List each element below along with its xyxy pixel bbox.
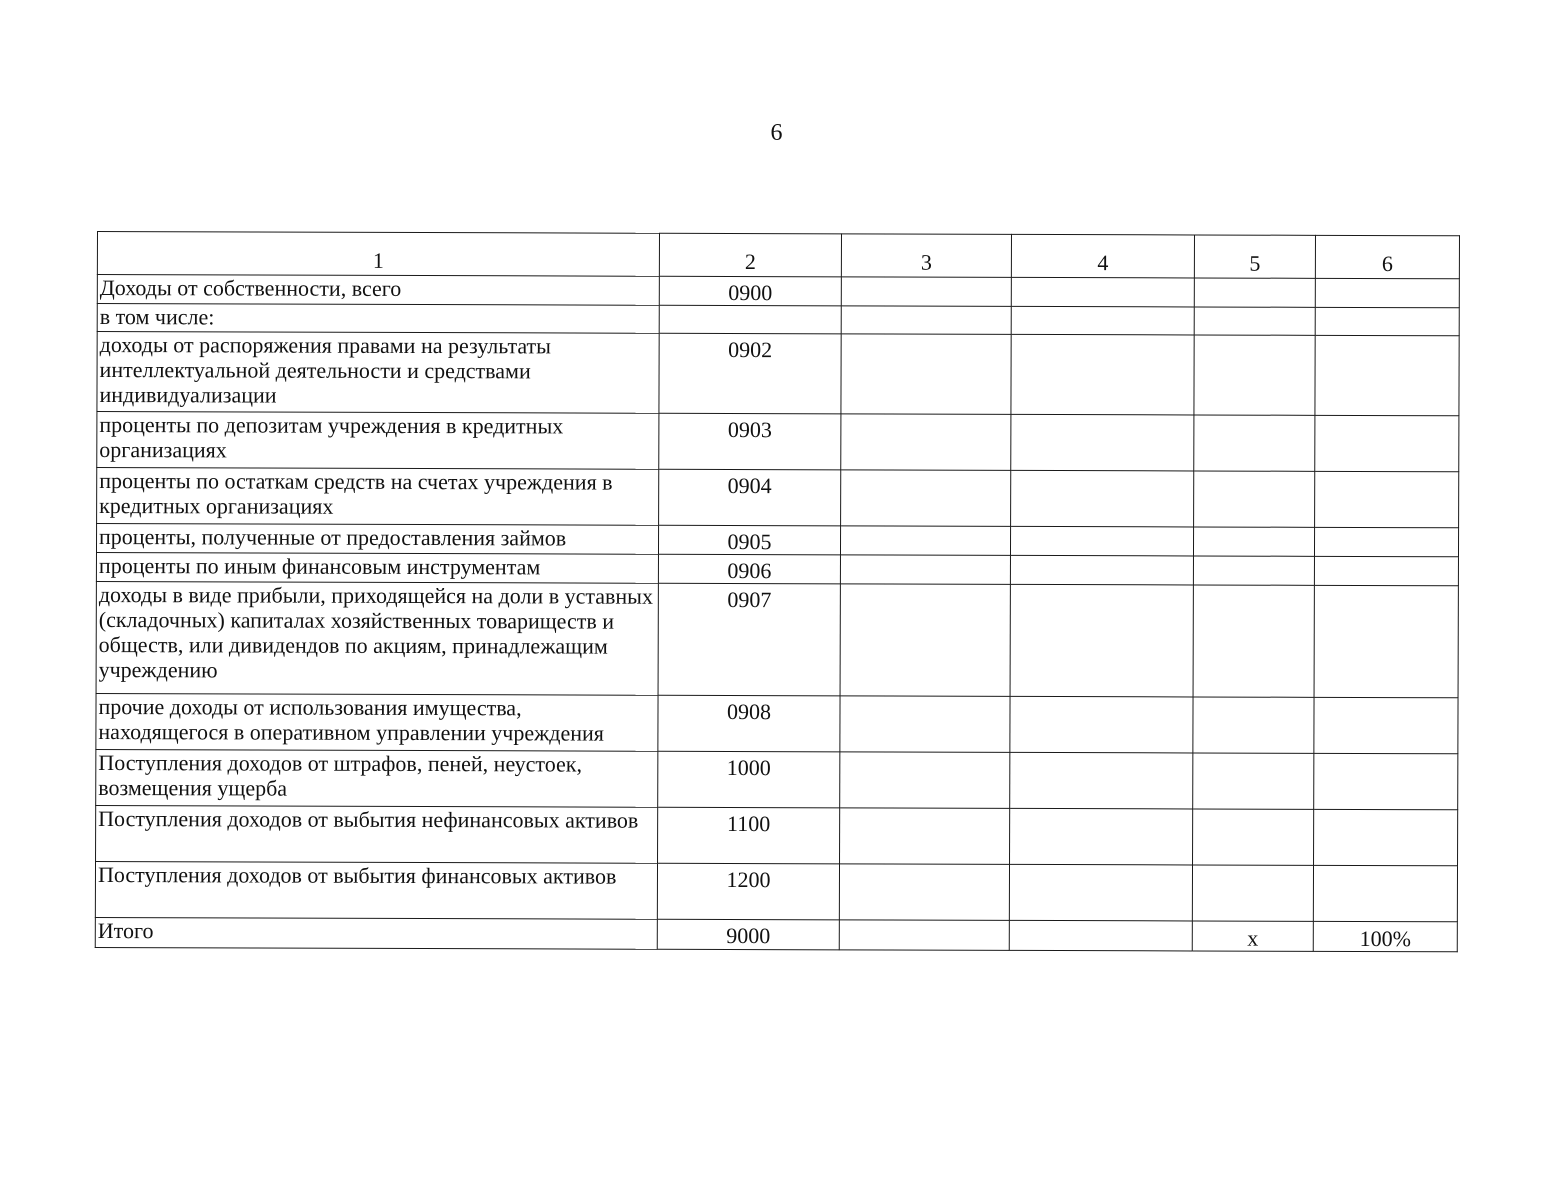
row-col-4 [1011, 414, 1194, 471]
header-col-1: 1 [97, 232, 659, 277]
row-col-5 [1193, 585, 1314, 697]
row-code: 1000 [658, 751, 840, 808]
table-row-total [95, 917, 1457, 951]
table-row [96, 553, 1458, 586]
header-col-6: 6 [1315, 235, 1459, 278]
row-col-4 [1010, 555, 1193, 585]
table-row [97, 332, 1459, 416]
income-table [95, 231, 1460, 952]
row-col-4 [1011, 277, 1194, 307]
row-col-3 [841, 334, 1011, 415]
row-code: 1100 [658, 807, 840, 864]
row-col-5 [1193, 809, 1314, 865]
row-name: в том числе: [97, 304, 659, 334]
row-name: проценты по депозитам учреждения в кредитных организациях [97, 412, 659, 470]
row-col-5 [1192, 865, 1313, 921]
row-code: 0906 [658, 554, 840, 584]
row-col-6 [1314, 809, 1458, 865]
table-row [96, 693, 1458, 753]
row-col-5 [1193, 753, 1314, 809]
row-col-3 [841, 470, 1011, 527]
table-row [96, 805, 1458, 865]
row-code: 0905 [658, 525, 840, 555]
row-col-6 [1314, 556, 1458, 585]
row-code: 0904 [659, 469, 841, 526]
row-code: 0900 [659, 276, 841, 306]
row-col-4 [1011, 470, 1194, 527]
row-col-3 [840, 752, 1010, 809]
header-col-5: 5 [1194, 235, 1315, 278]
row-col-5 [1194, 415, 1315, 471]
row-col-6 [1314, 697, 1458, 753]
row-col-5 [1193, 697, 1314, 753]
row-col-4 [1010, 584, 1193, 697]
row-col-3 [841, 306, 1011, 335]
row-name: Поступления доходов от выбытия нефинансовых активов [96, 805, 658, 863]
row-col-6 [1315, 415, 1459, 471]
row-col-6 [1315, 307, 1459, 335]
row-code: 0907 [658, 583, 840, 696]
table-row [96, 581, 1458, 697]
row-name: проценты по остаткам средств на счетах учреждения в кредитных организациях [97, 468, 659, 526]
row-col-4 [1010, 752, 1193, 809]
row-code [659, 305, 841, 334]
table-row [96, 524, 1458, 557]
row-col-5 [1193, 556, 1314, 585]
row-col-4 [1009, 920, 1192, 951]
row-col-3 [840, 584, 1010, 697]
page-number: 6 [770, 120, 783, 146]
table-row [96, 749, 1458, 809]
row-col-6 [1315, 471, 1459, 527]
row-col-4 [1010, 696, 1193, 753]
row-col-3 [840, 555, 1010, 585]
header-col-3: 3 [841, 234, 1011, 278]
row-col-6 [1314, 753, 1458, 809]
table-row [97, 275, 1459, 308]
row-code: 0908 [658, 695, 840, 752]
row-name: проценты, полученные от предоставления займов [96, 524, 658, 555]
row-col-4 [1009, 864, 1192, 921]
row-col-5 [1194, 307, 1315, 335]
row-col-4 [1010, 808, 1193, 865]
row-name: Поступления доходов от выбытия финансовых активов [95, 861, 657, 919]
header-col-2: 2 [659, 233, 841, 277]
row-name: доходы в виде прибыли, приходящейся на доли в уставных (складочных) капиталах хозяйственных товариществ и обществ, или дивидендов по акциям, принадлежащим учреждению [96, 581, 658, 695]
row-col-5 [1194, 278, 1315, 307]
row-col-6 [1315, 278, 1459, 307]
row-name: доходы от распоряжения правами на результаты интеллектуальной деятельности и средствами индивидуализации [97, 332, 659, 414]
row-col-6: 100% [1313, 921, 1457, 951]
table-row [97, 468, 1459, 528]
table-row [97, 412, 1459, 472]
row-col-3 [839, 864, 1009, 921]
table-row [97, 304, 1459, 336]
table-row [95, 861, 1457, 921]
row-col-3 [841, 414, 1011, 471]
row-name: проценты по иным финансовым инструментам [96, 553, 658, 584]
row-col-3 [840, 808, 1010, 865]
row-col-6 [1314, 527, 1458, 556]
row-name: прочие доходы от использования имущества, находящегося в оперативном управлении учреждения [96, 693, 658, 751]
row-code: 9000 [657, 919, 839, 950]
table-header-row [97, 232, 1459, 279]
row-col-6 [1314, 585, 1458, 697]
row-col-6 [1315, 335, 1459, 415]
row-code: 0902 [659, 333, 841, 414]
row-name: Поступления доходов от штрафов, пеней, неустоек, возмещения ущерба [96, 749, 658, 807]
row-name: Доходы от собственности, всего [97, 275, 659, 306]
row-col-5 [1194, 335, 1315, 415]
row-col-4 [1011, 334, 1194, 415]
row-col-5: х [1192, 921, 1313, 951]
row-name: Итого [95, 917, 657, 949]
row-col-3 [840, 696, 1010, 753]
row-col-6 [1313, 865, 1457, 921]
row-col-4 [1011, 306, 1194, 335]
row-col-3 [839, 920, 1009, 951]
row-col-3 [840, 526, 1010, 556]
row-code: 0903 [659, 413, 841, 470]
row-col-4 [1010, 526, 1193, 556]
header-col-4: 4 [1011, 234, 1194, 278]
row-code: 1200 [657, 863, 839, 920]
row-col-5 [1194, 471, 1315, 527]
row-col-5 [1193, 527, 1314, 556]
row-col-3 [841, 277, 1011, 307]
